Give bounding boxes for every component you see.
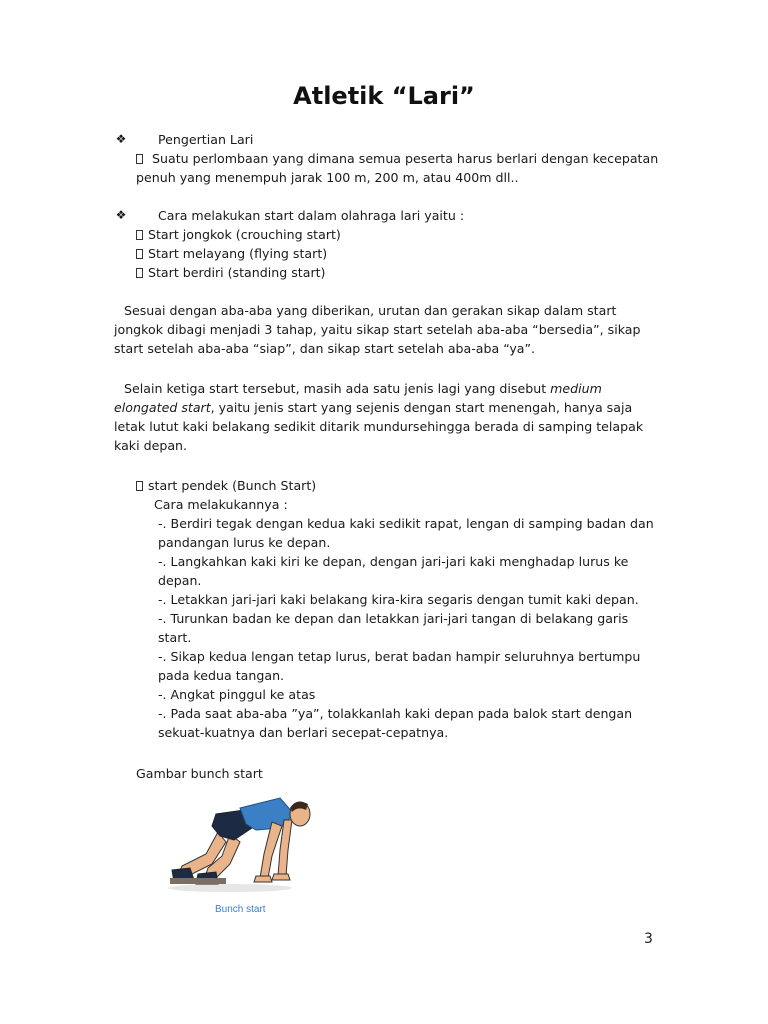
bunch-start-illustration	[160, 784, 324, 920]
list-item-text: Start berdiri (standing start)	[148, 265, 326, 280]
step-line: depan.	[158, 573, 202, 588]
step-line: -. Angkat pinggul ke atas	[158, 687, 316, 702]
paragraph-2-text: , yaitu jenis start yang sejenis dengan start menengah, hanya saja	[210, 400, 633, 415]
step-line: -. Sikap kedua lengan tetap lurus, berat badan hampir seluruhnya bertumpu	[158, 649, 641, 664]
runner-crouch-icon	[160, 784, 324, 920]
figure-caption: Bunch start	[215, 904, 266, 915]
list-item	[136, 225, 341, 244]
square-bullet-icon	[136, 154, 143, 164]
page-title: Atletik “Lari”	[293, 82, 475, 110]
figure-label: Gambar bunch start	[136, 766, 263, 781]
square-bullet-icon	[136, 268, 143, 278]
square-bullet-icon	[136, 481, 143, 491]
definition-line	[136, 149, 676, 168]
square-bullet-icon	[136, 249, 143, 259]
list-item-text: Start jongkok (crouching start)	[148, 227, 341, 242]
paragraph-2-line-4: kaki depan.	[114, 438, 188, 453]
definition-text-2: penuh yang menempuh jarak 100 m, 200 m, atau 400m dll..	[136, 170, 519, 185]
list-item	[136, 263, 325, 282]
bunch-start-heading-text: start pendek (Bunch Start)	[148, 478, 317, 493]
bunch-start-heading	[136, 476, 316, 495]
paragraph-2-line-1	[124, 379, 602, 398]
step-line: -. Langkahkan kaki kiri ke depan, dengan jari-jari kaki menghadap lurus ke	[158, 554, 629, 569]
section-heading-pengertian: Pengertian Lari	[158, 132, 254, 147]
step-line: start.	[158, 630, 192, 645]
paragraph-1-line-3: start setelah aba-aba “siap”, dan sikap start setelah aba-aba “ya”.	[114, 341, 536, 356]
diamond-bullet-icon: ❖	[115, 208, 127, 222]
paragraph-2-italic: medium	[550, 381, 602, 396]
diamond-bullet-icon: ❖	[115, 132, 127, 146]
square-bullet-icon	[136, 230, 143, 240]
step-line: -. Pada saat aba-aba ”ya”, tolakkanlah kaki depan pada balok start dengan	[158, 706, 633, 721]
step-line: pada kedua tangan.	[158, 668, 285, 683]
paragraph-1-line-1: Sesuai dengan aba-aba yang diberikan, urutan dan gerakan sikap dalam start	[124, 303, 617, 318]
step-line: -. Berdiri tegak dengan kedua kaki sedikit rapat, lengan di samping badan dan	[158, 516, 654, 531]
step-line: -. Turunkan badan ke depan dan letakkan jari-jari tangan di belakang garis	[158, 611, 629, 626]
bunch-start-subheading: Cara melakukannya :	[154, 497, 288, 512]
section-heading-cara-start: Cara melakukan start dalam olahraga lari yaitu :	[158, 208, 465, 223]
paragraph-2-text: Selain ketiga start tersebut, masih ada satu jenis lagi yang disebut	[124, 381, 551, 396]
list-item-text: Start melayang (flying start)	[148, 246, 328, 261]
bunch-start-steps	[158, 514, 658, 742]
definition-text-1: Suatu perlombaan yang dimana semua peserta harus berlari dengan kecepatan	[152, 151, 659, 166]
paragraph-2-line-2	[114, 398, 632, 417]
step-line: pandangan lurus ke depan.	[158, 535, 331, 550]
step-line: -. Letakkan jari-jari kaki belakang kira-kira segaris dengan tumit kaki depan.	[158, 592, 639, 607]
paragraph-2-line-3: letak lutut kaki belakang sedikit ditarik mundursehingga berada di samping telapak	[114, 419, 644, 434]
page-number: 3	[644, 931, 653, 947]
paragraph-2-italic: elongated start	[114, 400, 211, 415]
list-item	[136, 244, 327, 263]
paragraph-1-line-2: jongkok dibagi menjadi 3 tahap, yaitu sikap start setelah aba-aba “bersedia”, sikap	[114, 322, 641, 337]
step-line: sekuat-kuatnya dan berlari secepat-cepatnya.	[158, 725, 449, 740]
